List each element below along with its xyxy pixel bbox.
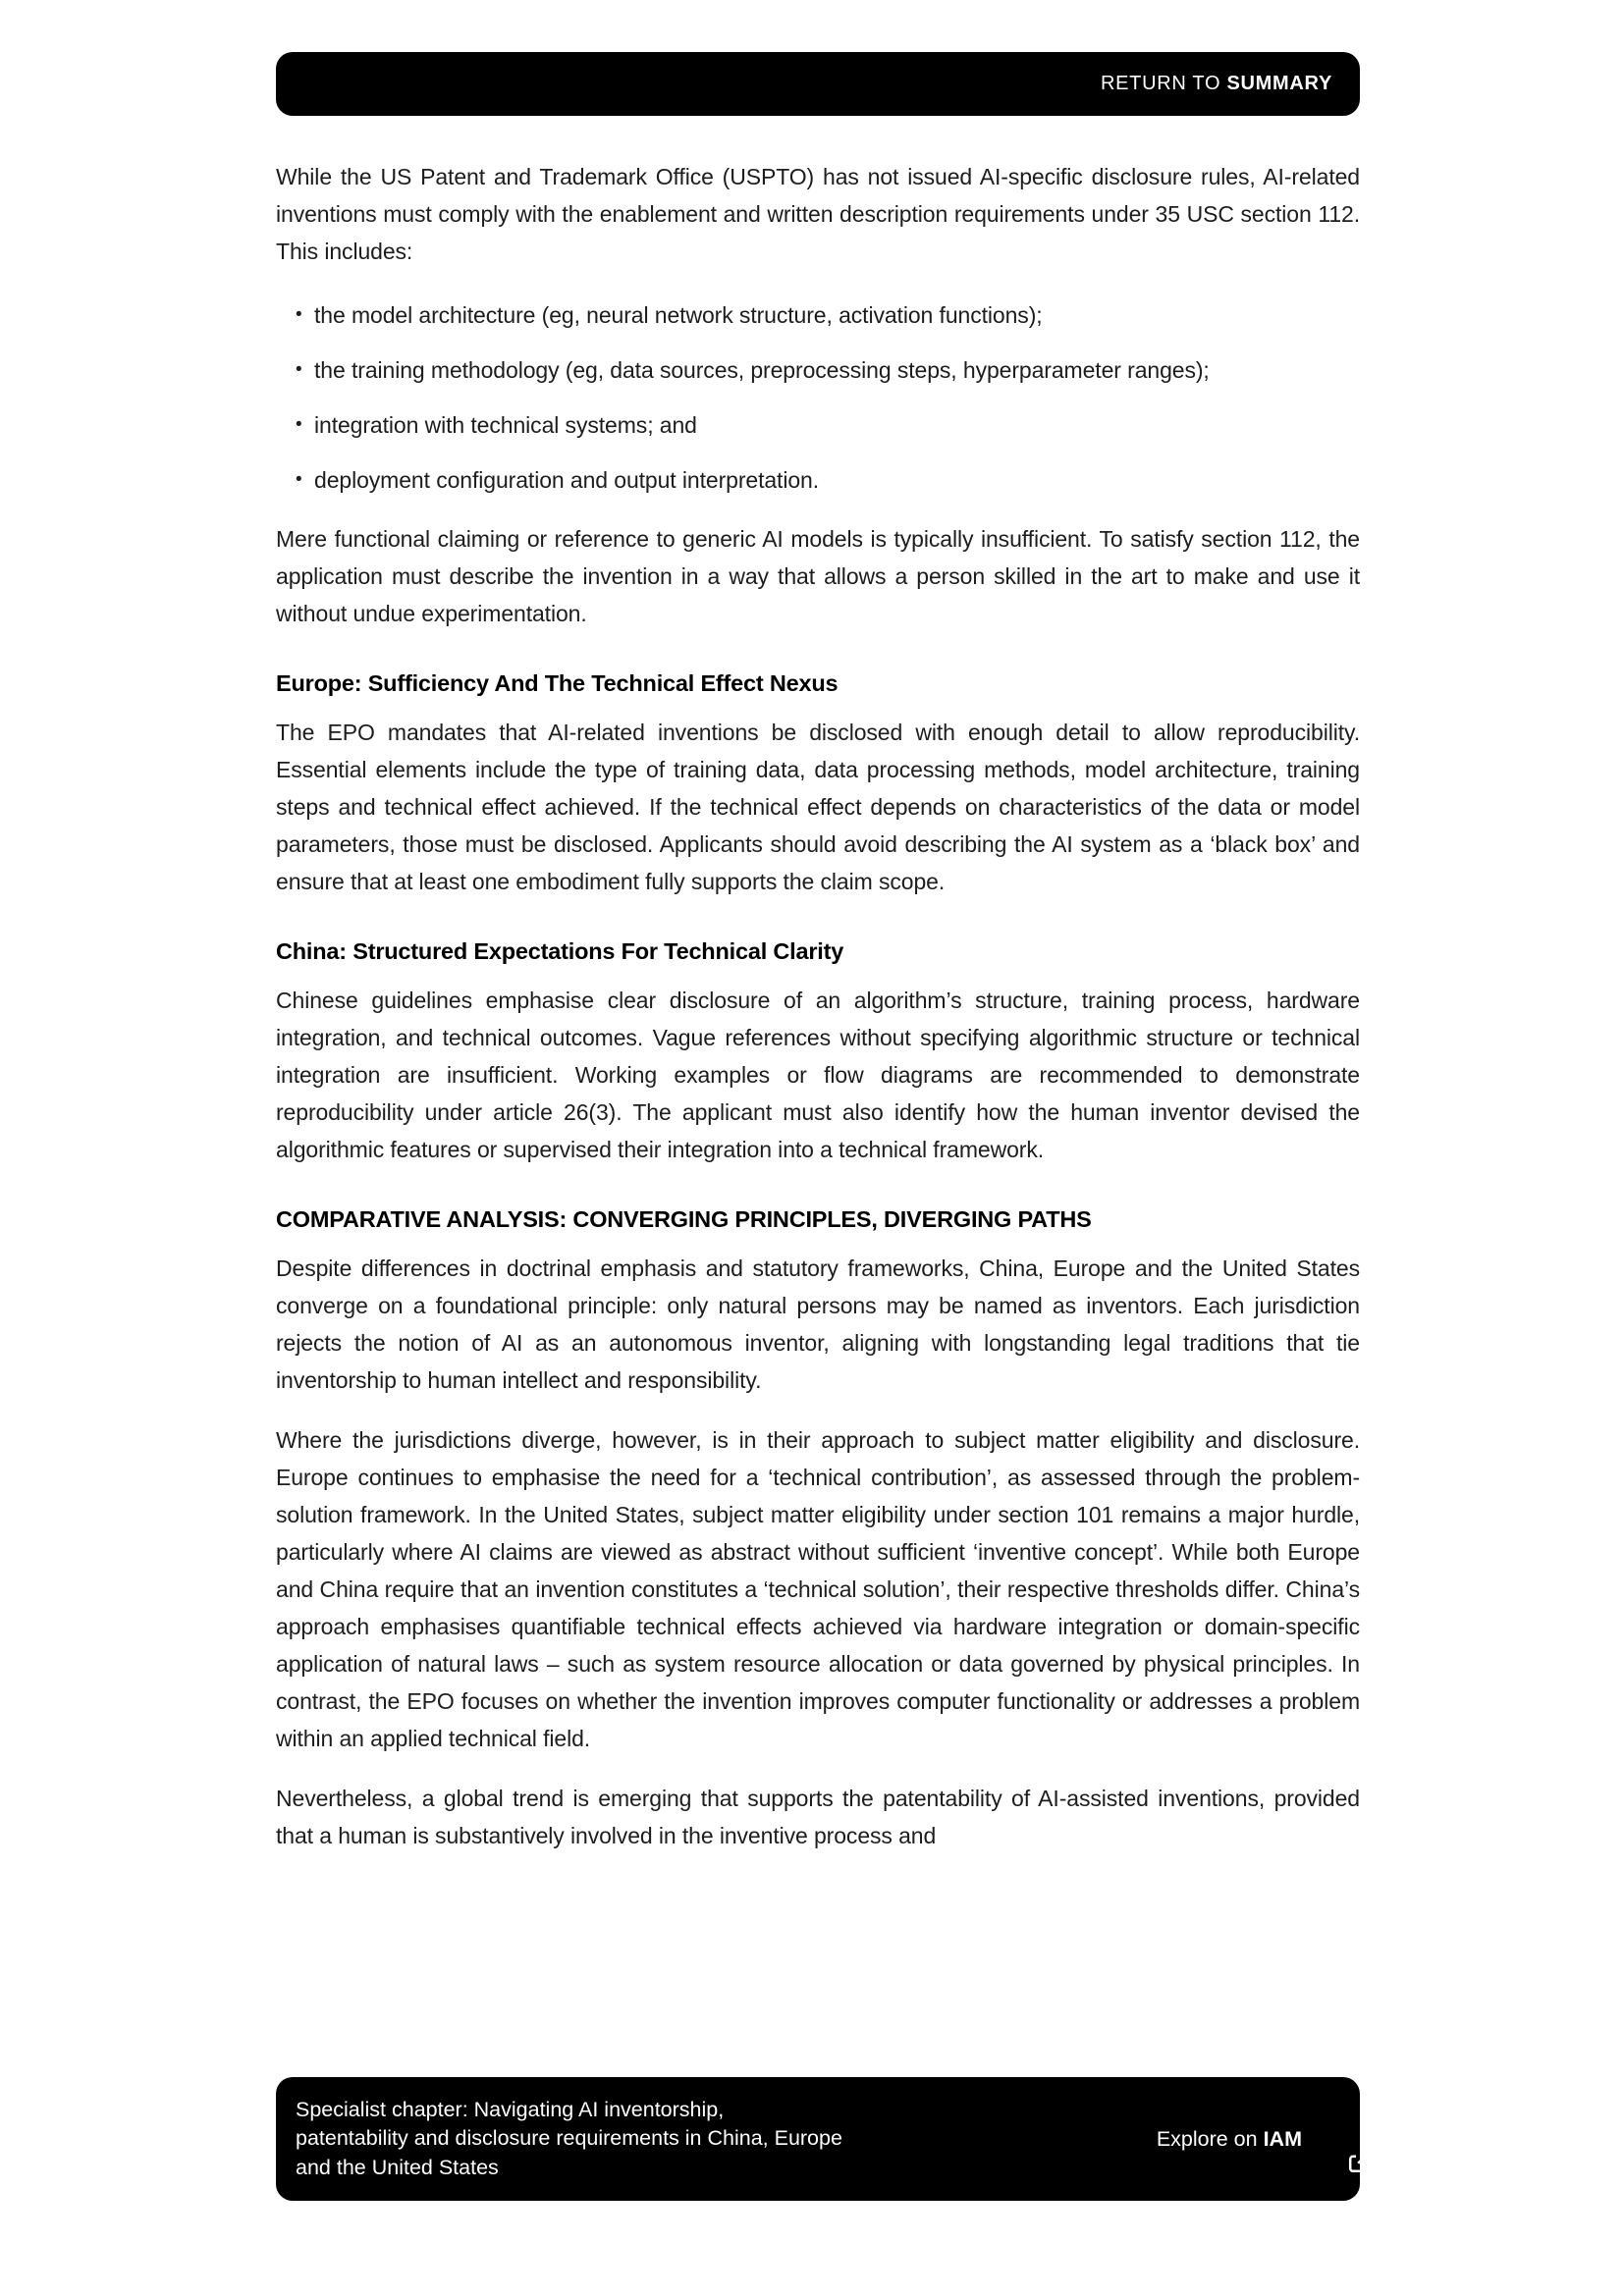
list-item: • the training methodology (eg, data sources, preprocessing steps, hyperparameter ranges);: [276, 352, 1360, 389]
disclosure-requirements-list: [276, 297, 1360, 499]
comparative-paragraph-2: Where the jurisdictions diverge, however, is in their approach to subject matter eligibility and disclosure. Europe continues to emphasise the need for a ‘technical contribution’, as assessed through the problem-solution framework. In the United States, subject matter eligibility under section 101 remains a major hurdle, particularly where AI claims are viewed as abstract without sufficient ‘inventive concept’. While both Europe and China require that an invention constitutes a ‘technical solution’, their respective thresholds differ. China’s approach emphasises quantifiable technical effects achieved via hardware integration or domain-specific application of natural laws – such as system resource allocation or data governed by physical principles. In contrast, the EPO focuses on whether the invention improves computer functionality or addresses a problem within an applied technical field.: [276, 1427, 1360, 1751]
chapter-title-line: patentability and disclosure requirements in China, Europe: [296, 2126, 842, 2151]
chapter-title-line: and the United States: [296, 2155, 499, 2179]
section-heading-comparative-analysis: COMPARATIVE ANALYSIS: CONVERGING PRINCIPLES, DIVERGING PATHS: [276, 1206, 1092, 1232]
list-item: • the model architecture (eg, neural network structure, activation functions);: [276, 297, 1360, 334]
bullet-icon: •: [296, 469, 302, 490]
comparative-paragraph-1: Despite differences in doctrinal emphasis and statutory frameworks, China, Europe and the United States converge on a foundational principle: only natural persons may be named as inventors. Each jurisdiction rejects the notion of AI as an autonomous inventor, aligning with longstanding legal traditions that tie inventorship to human intellect and responsibility.: [276, 1255, 1360, 1393]
return-to-summary-label: RETURN TO SUMMARY: [1101, 73, 1332, 94]
section-heading-europe: Europe: Sufficiency And The Technical Effect Nexus: [276, 670, 839, 696]
chapter-title: [296, 2096, 842, 2183]
comparative-paragraph-3: Nevertheless, a global trend is emerging that supports the patentability of AI-assisted inventions, provided that a human is substantively involved in the inventive process and: [276, 1786, 1360, 1848]
bullet-icon: •: [296, 414, 302, 435]
section-heading-china: China: Structured Expectations For Technical Clarity: [276, 938, 844, 964]
chapter-footer-bar: [276, 2077, 1360, 2201]
bullet-icon: •: [296, 359, 302, 380]
china-paragraph: Chinese guidelines emphasise clear disclosure of an algorithm’s structure, training process, hardware integration, and technical outcomes. Vague references without specifying algorithmic structure or technical integration are insufficient. Working examples or flow diagrams are recommended to demonstrate reproducibility under article 26(3). The applicant must also identify how the human inventor devised the algorithmic features or supervised their integration into a technical framework.: [276, 988, 1360, 1162]
external-link-icon: [1311, 2127, 1334, 2151]
body-content: [276, 158, 1360, 1877]
europe-paragraph: The EPO mandates that AI-related inventions be disclosed with enough detail to allow reproducibility. Essential elements include the type of training data, data processing methods, model architecture, training steps and technical effect achieved. If the technical effect depends on characteristics of the data or model parameters, those must be disclosed. Applicants should avoid describing the AI system as a ‘black box’ and ensure that at least one embodiment fully supports the claim scope.: [276, 720, 1360, 894]
insufficiency-paragraph: Mere functional claiming or reference to generic AI models is typically insufficient. To satisfy section 112, the application must describe the invention in a way that allows a person skilled in the art to make and use it without undue experimentation.: [276, 526, 1360, 626]
intro-paragraph: While the US Patent and Trademark Office (USPTO) has not issued AI-specific disclosure rules, AI-related inventions must comply with the enablement and written description requirements under 35 USC section 112. This includes:: [276, 164, 1360, 264]
list-item: • deployment configuration and output interpretation.: [276, 462, 1360, 499]
explore-on-iam-label: Explore on IAM: [1156, 2126, 1302, 2151]
bullet-icon: •: [296, 304, 302, 325]
list-item: • integration with technical systems; and: [276, 407, 1360, 444]
return-to-summary-button[interactable]: [276, 52, 1360, 116]
explore-on-iam-link[interactable]: [1157, 2127, 1334, 2152]
chapter-title-line: Specialist chapter: Navigating AI inventorship,: [296, 2097, 725, 2121]
